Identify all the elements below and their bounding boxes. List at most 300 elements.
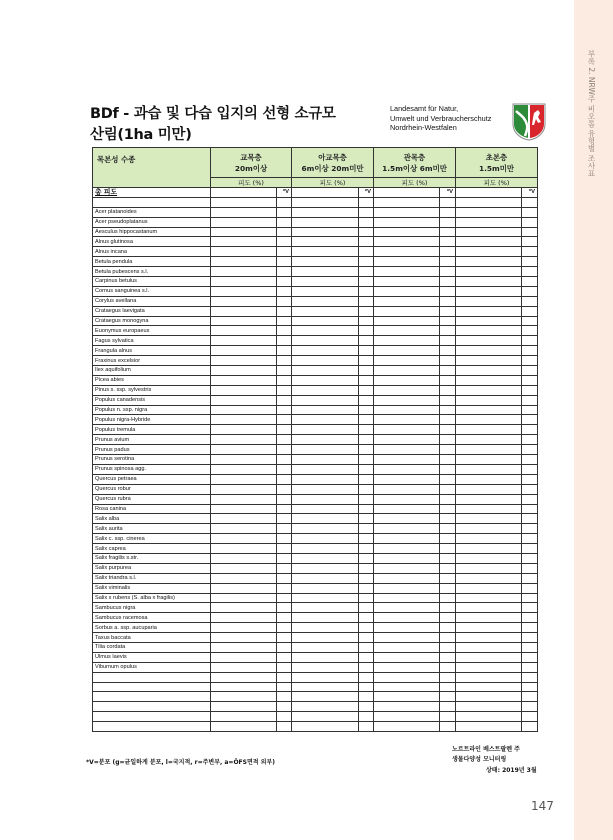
v-input[interactable] (440, 247, 456, 257)
cover-input[interactable] (456, 504, 522, 514)
cover-input[interactable] (211, 613, 277, 623)
cover-input[interactable] (292, 672, 359, 682)
cover-input[interactable] (292, 445, 359, 455)
cover-input[interactable] (456, 464, 522, 474)
cover-input[interactable] (374, 563, 440, 573)
v-input[interactable] (359, 652, 374, 662)
cover-input[interactable] (374, 464, 440, 474)
v-input[interactable] (277, 583, 292, 593)
cover-input[interactable] (211, 623, 277, 633)
v-input[interactable] (440, 237, 456, 247)
cover-input[interactable] (456, 474, 522, 484)
v-input[interactable] (359, 712, 374, 722)
cover-input[interactable] (374, 316, 440, 326)
cover-input[interactable] (374, 455, 440, 465)
cover-input[interactable] (456, 306, 522, 316)
cover-input[interactable] (292, 662, 359, 672)
cover-input[interactable] (292, 336, 359, 346)
cover-input[interactable] (374, 702, 440, 712)
cover-input[interactable] (211, 553, 277, 563)
v-input[interactable] (277, 346, 292, 356)
cover-input[interactable] (211, 395, 277, 405)
v-input[interactable] (359, 573, 374, 583)
cover-input[interactable] (374, 188, 440, 198)
cover-input[interactable] (211, 385, 277, 395)
cover-input[interactable] (374, 613, 440, 623)
v-input[interactable] (277, 197, 292, 207)
cover-input[interactable] (374, 603, 440, 613)
v-input[interactable] (359, 425, 374, 435)
v-input[interactable] (359, 613, 374, 623)
cover-input[interactable] (456, 662, 522, 672)
v-input[interactable] (359, 286, 374, 296)
cover-input[interactable] (292, 415, 359, 425)
cover-input[interactable] (456, 544, 522, 554)
cover-input[interactable] (456, 563, 522, 573)
cover-input[interactable] (211, 494, 277, 504)
cover-input[interactable] (292, 346, 359, 356)
v-input[interactable] (359, 207, 374, 217)
v-input[interactable] (277, 356, 292, 366)
v-input[interactable] (522, 286, 538, 296)
v-input[interactable] (359, 267, 374, 277)
v-input[interactable] (440, 296, 456, 306)
cover-input[interactable] (374, 415, 440, 425)
v-input[interactable] (440, 455, 456, 465)
v-input[interactable] (440, 405, 456, 415)
cover-input[interactable] (374, 257, 440, 267)
v-input[interactable] (359, 544, 374, 554)
v-input[interactable] (277, 395, 292, 405)
cover-input[interactable] (211, 662, 277, 672)
cover-input[interactable] (374, 286, 440, 296)
cover-input[interactable] (456, 633, 522, 643)
v-input[interactable] (522, 464, 538, 474)
v-input[interactable] (277, 237, 292, 247)
v-input[interactable] (440, 415, 456, 425)
cover-input[interactable] (211, 464, 277, 474)
cover-input[interactable] (211, 237, 277, 247)
cover-input[interactable] (292, 544, 359, 554)
v-input[interactable] (277, 494, 292, 504)
v-input[interactable] (359, 722, 374, 732)
cover-input[interactable] (211, 425, 277, 435)
cover-input[interactable] (456, 277, 522, 287)
cover-input[interactable] (374, 633, 440, 643)
cover-input[interactable] (211, 583, 277, 593)
cover-input[interactable] (292, 484, 359, 494)
cover-input[interactable] (456, 603, 522, 613)
v-input[interactable] (522, 435, 538, 445)
cover-input[interactable] (292, 277, 359, 287)
v-input[interactable] (522, 207, 538, 217)
cover-input[interactable] (292, 247, 359, 257)
cover-input[interactable] (211, 722, 277, 732)
v-input[interactable] (277, 375, 292, 385)
cover-input[interactable] (456, 227, 522, 237)
v-input[interactable] (359, 455, 374, 465)
cover-input[interactable] (292, 534, 359, 544)
v-input[interactable] (440, 702, 456, 712)
cover-input[interactable] (374, 494, 440, 504)
v-input[interactable] (440, 217, 456, 227)
v-input[interactable] (277, 207, 292, 217)
cover-input[interactable] (374, 722, 440, 732)
v-input[interactable] (440, 346, 456, 356)
v-input[interactable] (440, 267, 456, 277)
cover-input[interactable] (456, 494, 522, 504)
cover-input[interactable] (211, 336, 277, 346)
cover-input[interactable] (211, 712, 277, 722)
cover-input[interactable] (211, 455, 277, 465)
cover-input[interactable] (456, 534, 522, 544)
v-input[interactable] (277, 286, 292, 296)
v-input[interactable] (522, 593, 538, 603)
v-input[interactable] (440, 623, 456, 633)
cover-input[interactable] (211, 217, 277, 227)
cover-input[interactable] (211, 356, 277, 366)
v-input[interactable] (440, 474, 456, 484)
v-input[interactable] (359, 336, 374, 346)
v-input[interactable] (359, 672, 374, 682)
cover-input[interactable] (292, 306, 359, 316)
v-input[interactable] (359, 306, 374, 316)
cover-input[interactable] (211, 504, 277, 514)
cover-input[interactable] (374, 504, 440, 514)
cover-input[interactable] (292, 217, 359, 227)
cover-input[interactable] (456, 336, 522, 346)
cover-input[interactable] (456, 237, 522, 247)
cover-input[interactable] (211, 474, 277, 484)
v-input[interactable] (277, 484, 292, 494)
cover-input[interactable] (211, 702, 277, 712)
v-input[interactable] (522, 573, 538, 583)
v-input[interactable]: *V (359, 188, 374, 198)
cover-input[interactable] (211, 286, 277, 296)
v-input[interactable] (440, 385, 456, 395)
v-input[interactable] (440, 593, 456, 603)
v-input[interactable] (359, 593, 374, 603)
v-input[interactable] (522, 652, 538, 662)
cover-input[interactable] (374, 682, 440, 692)
v-input[interactable] (522, 247, 538, 257)
cover-input[interactable] (211, 573, 277, 583)
v-input[interactable] (277, 445, 292, 455)
v-input[interactable] (522, 395, 538, 405)
v-input[interactable] (359, 435, 374, 445)
v-input[interactable] (440, 652, 456, 662)
cover-input[interactable] (456, 613, 522, 623)
cover-input[interactable] (456, 385, 522, 395)
cover-input[interactable] (292, 385, 359, 395)
cover-input[interactable] (456, 207, 522, 217)
v-input[interactable] (440, 257, 456, 267)
v-input[interactable] (440, 316, 456, 326)
v-input[interactable]: *V (440, 188, 456, 198)
cover-input[interactable] (374, 267, 440, 277)
cover-input[interactable] (292, 524, 359, 534)
cover-input[interactable] (211, 326, 277, 336)
cover-input[interactable] (292, 642, 359, 652)
v-input[interactable] (440, 207, 456, 217)
v-input[interactable] (522, 702, 538, 712)
cover-input[interactable] (374, 217, 440, 227)
v-input[interactable] (277, 534, 292, 544)
v-input[interactable] (359, 405, 374, 415)
v-input[interactable] (522, 553, 538, 563)
v-input[interactable] (522, 455, 538, 465)
cover-input[interactable] (211, 247, 277, 257)
v-input[interactable] (359, 296, 374, 306)
cover-input[interactable] (374, 237, 440, 247)
cover-input[interactable] (456, 623, 522, 633)
v-input[interactable] (440, 435, 456, 445)
cover-input[interactable] (292, 286, 359, 296)
v-input[interactable] (277, 217, 292, 227)
v-input[interactable] (522, 494, 538, 504)
cover-input[interactable] (374, 514, 440, 524)
v-input[interactable] (277, 267, 292, 277)
cover-input[interactable] (292, 188, 359, 198)
cover-input[interactable] (456, 712, 522, 722)
v-input[interactable] (522, 217, 538, 227)
v-input[interactable] (359, 445, 374, 455)
v-input[interactable] (359, 247, 374, 257)
v-input[interactable] (359, 385, 374, 395)
v-input[interactable] (359, 583, 374, 593)
v-input[interactable] (440, 682, 456, 692)
cover-input[interactable] (456, 652, 522, 662)
cover-input[interactable] (292, 375, 359, 385)
v-input[interactable] (277, 593, 292, 603)
v-input[interactable] (277, 702, 292, 712)
v-input[interactable] (522, 425, 538, 435)
cover-input[interactable] (211, 514, 277, 524)
v-input[interactable] (522, 277, 538, 287)
cover-input[interactable] (292, 435, 359, 445)
v-input[interactable] (359, 553, 374, 563)
cover-input[interactable] (292, 455, 359, 465)
v-input[interactable] (277, 257, 292, 267)
v-input[interactable] (277, 544, 292, 554)
cover-input[interactable] (374, 366, 440, 376)
cover-input[interactable] (292, 583, 359, 593)
v-input[interactable] (522, 682, 538, 692)
cover-input[interactable] (456, 395, 522, 405)
cover-input[interactable] (456, 722, 522, 732)
v-input[interactable] (359, 484, 374, 494)
cover-input[interactable] (292, 504, 359, 514)
cover-input[interactable] (374, 405, 440, 415)
cover-input[interactable] (374, 296, 440, 306)
cover-input[interactable] (456, 375, 522, 385)
v-input[interactable] (522, 692, 538, 702)
v-input[interactable] (440, 642, 456, 652)
v-input[interactable] (440, 286, 456, 296)
cover-input[interactable] (456, 692, 522, 702)
cover-input[interactable] (456, 583, 522, 593)
cover-input[interactable] (456, 405, 522, 415)
v-input[interactable] (359, 642, 374, 652)
v-input[interactable] (277, 405, 292, 415)
v-input[interactable] (359, 692, 374, 702)
cover-input[interactable] (456, 415, 522, 425)
v-input[interactable] (440, 464, 456, 474)
v-input[interactable] (522, 336, 538, 346)
cover-input[interactable] (292, 474, 359, 484)
cover-input[interactable] (374, 326, 440, 336)
cover-input[interactable] (374, 692, 440, 702)
cover-input[interactable] (374, 197, 440, 207)
v-input[interactable] (522, 227, 538, 237)
cover-input[interactable] (292, 326, 359, 336)
v-input[interactable] (277, 603, 292, 613)
v-input[interactable] (440, 603, 456, 613)
v-input[interactable] (522, 722, 538, 732)
cover-input[interactable] (211, 207, 277, 217)
cover-input[interactable] (292, 514, 359, 524)
v-input[interactable] (359, 633, 374, 643)
cover-input[interactable] (456, 484, 522, 494)
v-input[interactable] (440, 395, 456, 405)
v-input[interactable] (359, 534, 374, 544)
v-input[interactable] (440, 375, 456, 385)
cover-input[interactable] (211, 692, 277, 702)
v-input[interactable] (359, 326, 374, 336)
v-input[interactable] (277, 277, 292, 287)
cover-input[interactable] (374, 583, 440, 593)
cover-input[interactable] (211, 544, 277, 554)
cover-input[interactable] (292, 356, 359, 366)
v-input[interactable] (440, 633, 456, 643)
v-input[interactable] (277, 504, 292, 514)
cover-input[interactable] (374, 346, 440, 356)
cover-input[interactable] (456, 356, 522, 366)
cover-input[interactable] (292, 197, 359, 207)
cover-input[interactable] (292, 702, 359, 712)
cover-input[interactable] (374, 553, 440, 563)
v-input[interactable] (277, 296, 292, 306)
v-input[interactable] (359, 316, 374, 326)
v-input[interactable] (522, 385, 538, 395)
v-input[interactable] (277, 642, 292, 652)
v-input[interactable] (440, 613, 456, 623)
v-input[interactable] (277, 652, 292, 662)
cover-input[interactable] (374, 672, 440, 682)
v-input[interactable] (522, 257, 538, 267)
cover-input[interactable] (211, 445, 277, 455)
v-input[interactable] (359, 197, 374, 207)
v-input[interactable] (277, 712, 292, 722)
cover-input[interactable] (456, 682, 522, 692)
v-input[interactable] (440, 336, 456, 346)
cover-input[interactable] (211, 484, 277, 494)
v-input[interactable] (277, 662, 292, 672)
cover-input[interactable] (292, 366, 359, 376)
v-input[interactable] (522, 613, 538, 623)
v-input[interactable] (522, 484, 538, 494)
v-input[interactable] (277, 366, 292, 376)
v-input[interactable] (359, 524, 374, 534)
v-input[interactable] (522, 267, 538, 277)
cover-input[interactable] (292, 207, 359, 217)
cover-input[interactable] (292, 494, 359, 504)
cover-input[interactable] (374, 573, 440, 583)
cover-input[interactable] (456, 593, 522, 603)
v-input[interactable] (277, 613, 292, 623)
cover-input[interactable] (292, 692, 359, 702)
v-input[interactable] (277, 415, 292, 425)
v-input[interactable] (359, 504, 374, 514)
cover-input[interactable] (374, 395, 440, 405)
v-input[interactable] (522, 603, 538, 613)
v-input[interactable] (359, 227, 374, 237)
cover-input[interactable] (374, 524, 440, 534)
cover-input[interactable] (211, 563, 277, 573)
cover-input[interactable] (456, 425, 522, 435)
cover-input[interactable] (292, 425, 359, 435)
cover-input[interactable] (456, 286, 522, 296)
cover-input[interactable] (211, 197, 277, 207)
cover-input[interactable] (292, 553, 359, 563)
v-input[interactable] (522, 633, 538, 643)
v-input[interactable] (522, 623, 538, 633)
v-input[interactable] (359, 375, 374, 385)
cover-input[interactable] (374, 623, 440, 633)
cover-input[interactable] (292, 257, 359, 267)
cover-input[interactable] (211, 346, 277, 356)
v-input[interactable] (440, 484, 456, 494)
v-input[interactable] (440, 672, 456, 682)
v-input[interactable] (359, 237, 374, 247)
cover-input[interactable] (456, 326, 522, 336)
cover-input[interactable] (374, 445, 440, 455)
v-input[interactable] (440, 692, 456, 702)
cover-input[interactable] (211, 534, 277, 544)
v-input[interactable] (277, 573, 292, 583)
cover-input[interactable] (292, 316, 359, 326)
cover-input[interactable] (211, 603, 277, 613)
v-input[interactable] (440, 197, 456, 207)
v-input[interactable] (277, 514, 292, 524)
v-input[interactable] (522, 356, 538, 366)
v-input[interactable] (440, 227, 456, 237)
v-input[interactable] (522, 237, 538, 247)
v-input[interactable] (277, 633, 292, 643)
cover-input[interactable] (374, 227, 440, 237)
v-input[interactable] (277, 682, 292, 692)
v-input[interactable] (440, 277, 456, 287)
cover-input[interactable] (292, 633, 359, 643)
cover-input[interactable] (456, 672, 522, 682)
v-input[interactable] (522, 197, 538, 207)
cover-input[interactable] (456, 366, 522, 376)
cover-input[interactable] (456, 188, 522, 198)
cover-input[interactable] (211, 257, 277, 267)
v-input[interactable] (359, 662, 374, 672)
v-input[interactable] (440, 306, 456, 316)
v-input[interactable] (277, 464, 292, 474)
v-input[interactable] (440, 514, 456, 524)
v-input[interactable] (522, 642, 538, 652)
v-input[interactable] (359, 366, 374, 376)
v-input[interactable] (277, 306, 292, 316)
v-input[interactable] (440, 563, 456, 573)
cover-input[interactable] (374, 277, 440, 287)
v-input[interactable] (277, 326, 292, 336)
v-input[interactable] (359, 257, 374, 267)
cover-input[interactable] (211, 316, 277, 326)
